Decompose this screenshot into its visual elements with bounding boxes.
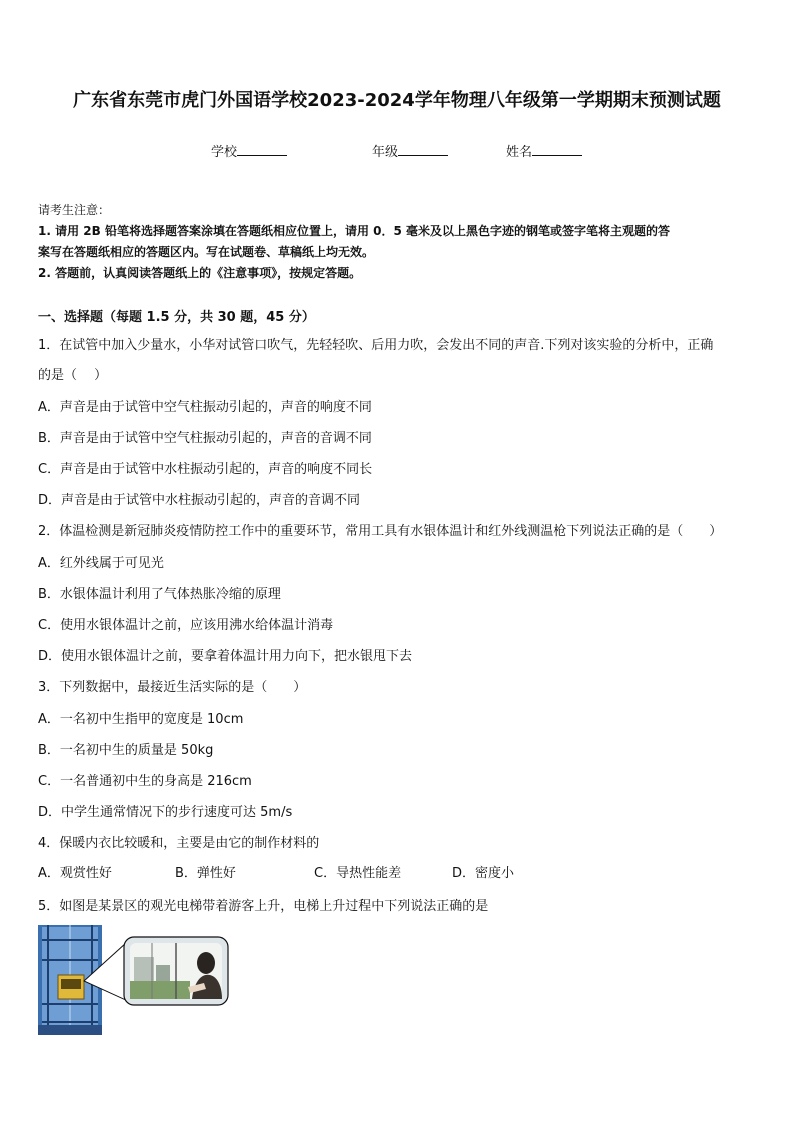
question-1-option-b: B．声音是由于试管中空气柱振动引起的，声音的音调不同 <box>38 431 372 446</box>
question-2-option-b: B．水银体温计利用了气体热胀冷缩的原理 <box>38 587 281 602</box>
section-heading: 一、选择题（每题 1.5 分，共 30 题，45 分） <box>38 310 315 325</box>
notice-block <box>38 200 760 284</box>
question-2-option-a: A．红外线属于可见光 <box>38 556 164 571</box>
question-1-stem: 1．在试管中加入少量水，小华对试管口吹气，先轻轻吹、后用力吹，会发出不同的声音.下列对该实验的分析中，正确 <box>38 338 714 353</box>
question-1-stem-cont: 的是（ ） <box>38 368 108 383</box>
question-1-option-c: C．声音是由于试管中水柱振动引起的，声音的响度不同长 <box>38 462 373 477</box>
passenger-inset-photo <box>124 937 228 1005</box>
question-3-stem: 3．下列数据中，最接近生活实际的是（ ） <box>38 680 307 695</box>
grade-field <box>372 141 448 160</box>
question-4-option-c: C．导热性能差 <box>314 866 402 881</box>
question-4-option-d: D．密度小 <box>452 866 515 881</box>
page-title: 广东省东莞市虎门外国语学校2023-2024学年物理八年级第一学期期末预测试题 <box>73 90 721 111</box>
grade-label: 年级 <box>372 145 399 160</box>
question-2-option-c: C．使用水银体温计之前，应该用沸水给体温计消毒 <box>38 618 334 633</box>
question-2-option-d: D．使用水银体温计之前，要拿着体温计用力向下，把水银甩下去 <box>38 649 413 664</box>
notice-heading: 请考生注意： <box>38 203 111 217</box>
question-3-option-a: A．一名初中生指甲的宽度是 10cm <box>38 712 244 727</box>
notice-item-1: 1. 请用 2B 铅笔将选择题答案涂填在答题纸相应位置上，请用 0．5 毫米及以上黑色字迹的钢笔或签字笔将主观题的答 <box>38 224 670 238</box>
question-4-option-a: A．观赏性好 <box>38 866 112 881</box>
school-blank <box>237 143 287 156</box>
name-label: 姓名 <box>506 145 533 160</box>
name-blank <box>532 143 582 156</box>
notice-item-1-cont: 案写在答题纸相应的答题区内。写在试题卷、草稿纸上均无效。 <box>38 245 375 259</box>
question-3-option-d: D．中学生通常情况下的步行速度可达 5m/s <box>38 805 293 820</box>
question-4-option-b: B．弹性好 <box>175 866 236 881</box>
question-1-option-d: D．声音是由于试管中水柱振动引起的，声音的音调不同 <box>38 493 361 508</box>
question-5-stem: 5．如图是某景区的观光电梯带着游客上升，电梯上升过程中下列说法正确的是 <box>38 899 489 914</box>
elevator-figure <box>38 925 238 1035</box>
school-field <box>211 141 287 160</box>
notice-item-2: 2. 答题前，认真阅读答题纸上的《注意事项》，按规定答题。 <box>38 266 362 280</box>
question-4-stem: 4．保暖内衣比较暖和，主要是由它的制作材料的 <box>38 836 320 851</box>
question-1-option-a: A．声音是由于试管中空气柱振动引起的，声音的响度不同 <box>38 400 372 415</box>
name-field <box>506 141 582 160</box>
question-3-option-c: C．一名普通初中生的身高是 216cm <box>38 774 252 789</box>
school-label: 学校 <box>211 145 238 160</box>
question-2-stem: 2．体温检测是新冠肺炎疫情防控工作中的重要环节，常用工具有水银体温计和红外线测温枪下列说法正确的是（ ） <box>38 524 723 539</box>
grade-blank <box>398 143 448 156</box>
question-3-option-b: B．一名初中生的质量是 50kg <box>38 743 214 758</box>
